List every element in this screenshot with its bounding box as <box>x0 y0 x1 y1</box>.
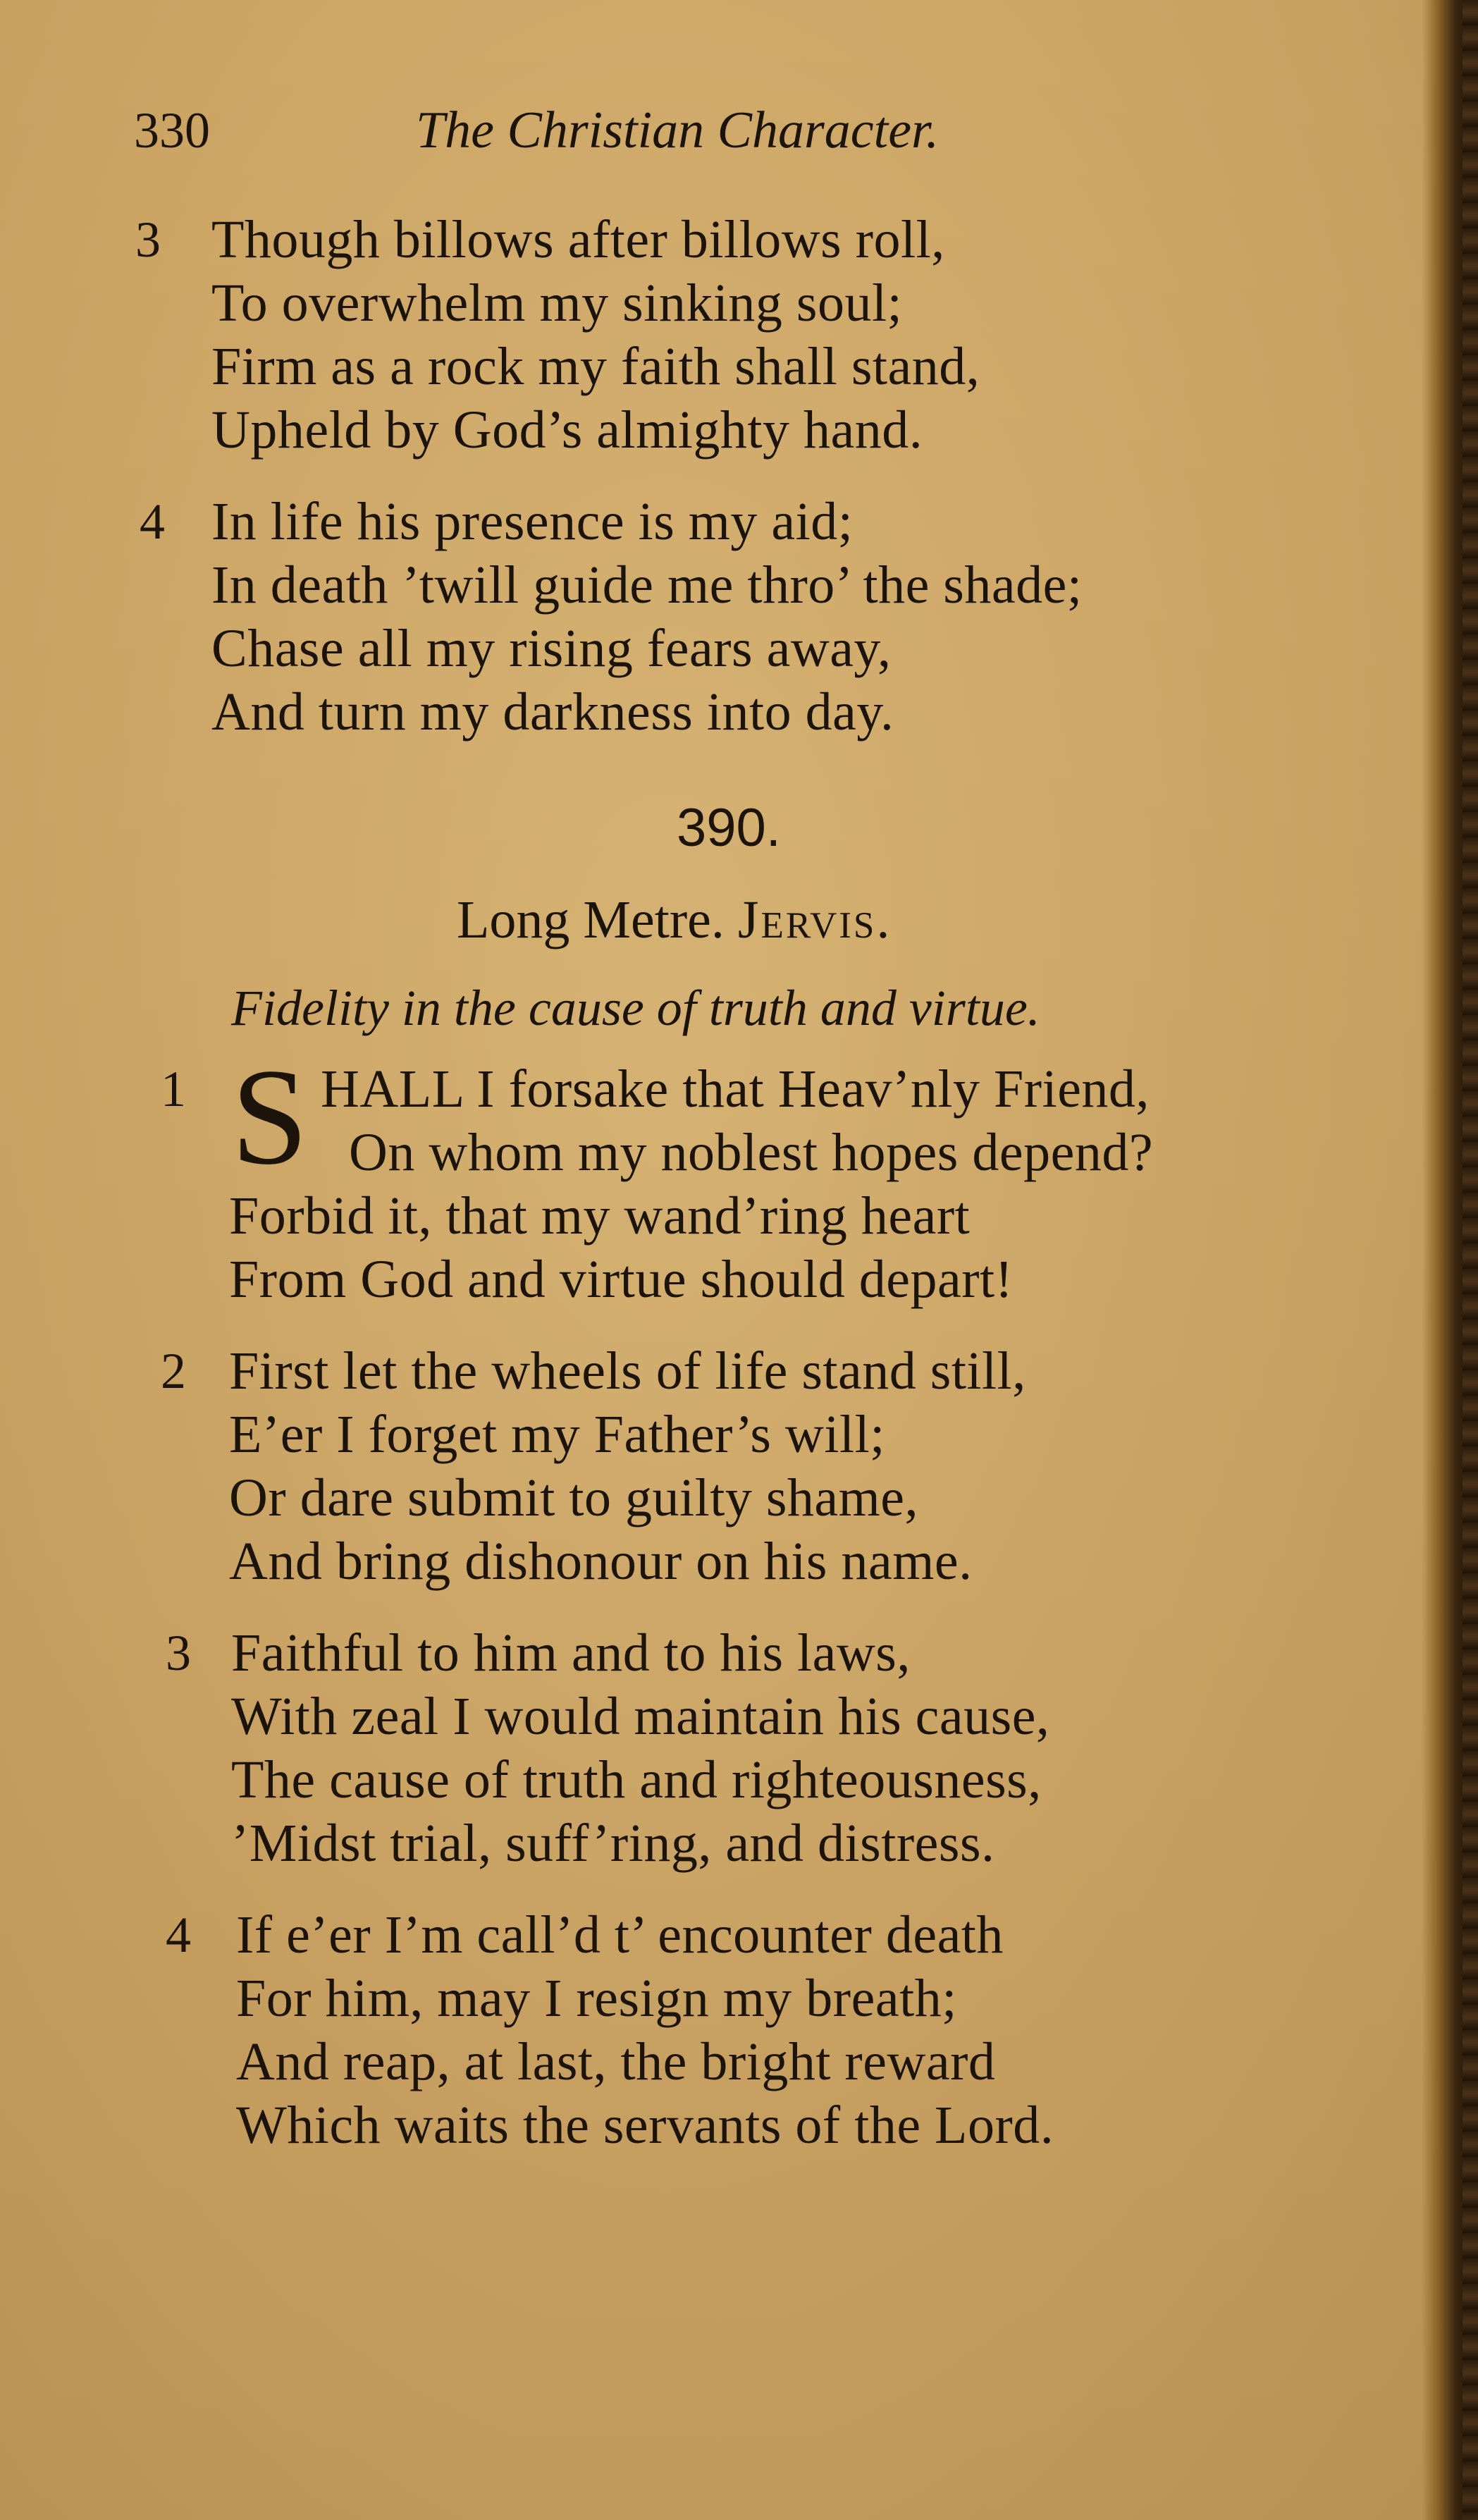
verse-line: For him, may I resign my breath; <box>236 1969 957 2028</box>
stanza-number: 3 <box>135 211 161 268</box>
page-number: 330 <box>134 102 210 159</box>
verse-line: And reap, at last, the bright reward <box>236 2032 996 2091</box>
verse-line: The cause of truth and righteousness, <box>231 1750 1042 1809</box>
verse-line: Firm as a rock my faith shall stand, <box>211 337 980 396</box>
hymn-subject: Fidelity in the cause of truth and virtue. <box>231 980 1040 1036</box>
verse-line: And bring dishonour on his name. <box>229 1532 973 1591</box>
verse-line: E’er I forget my Father’s will; <box>229 1405 885 1464</box>
verse-line: Upheld by God’s almighty hand. <box>211 400 923 460</box>
verse-line: And turn my darkness into day. <box>211 682 894 742</box>
drop-cap: S <box>231 1040 309 1193</box>
stanza-number: 4 <box>166 1907 191 1963</box>
verse-line: From God and virtue should depart! <box>229 1250 1014 1309</box>
verse-line: Though billows after billows roll, <box>211 210 945 269</box>
verse-line: Faithful to him and to his laws, <box>231 1623 911 1683</box>
verse-line: First let the wheels of life stand still, <box>229 1341 1026 1401</box>
verse-line: Or dare submit to guilty shame, <box>229 1468 919 1528</box>
stanza-number: 2 <box>161 1343 186 1399</box>
verse-line: On whom my noblest hopes depend? <box>349 1123 1154 1182</box>
verse-line: To overwhelm my sinking soul; <box>211 273 903 333</box>
verse-line: ’Midst trial, suff’ring, and distress. <box>231 1814 995 1873</box>
verse-line: If e’er I’m call’d t’ encounter death <box>236 1905 1004 1965</box>
stanza-number: 1 <box>161 1061 186 1117</box>
verse-line: In life his presence is my aid; <box>211 492 854 551</box>
binding-edge <box>1462 0 1478 2520</box>
hymn-tune: Jervis. <box>737 890 892 949</box>
verse-line: In death ’twill guide me thro’ the shade; <box>211 555 1083 615</box>
stanza-number: 4 <box>140 493 165 550</box>
verse-line: Chase all my rising fears away, <box>211 619 892 678</box>
verse-line: HALL I forsake that Heav’nly Friend, <box>321 1059 1150 1119</box>
hymn-number: 390. <box>677 798 781 858</box>
hymn-meter: Long Metre. <box>457 890 725 949</box>
stanza-number: 3 <box>166 1625 191 1681</box>
running-title: The Christian Character. <box>416 102 940 159</box>
verse-line: Forbid it, that my wand’ring heart <box>229 1186 971 1246</box>
verse-line: Which waits the servants of the Lord. <box>236 2096 1054 2155</box>
verse-line: With zeal I would maintain his cause, <box>231 1687 1050 1746</box>
hymn-meter-line <box>457 888 892 952</box>
